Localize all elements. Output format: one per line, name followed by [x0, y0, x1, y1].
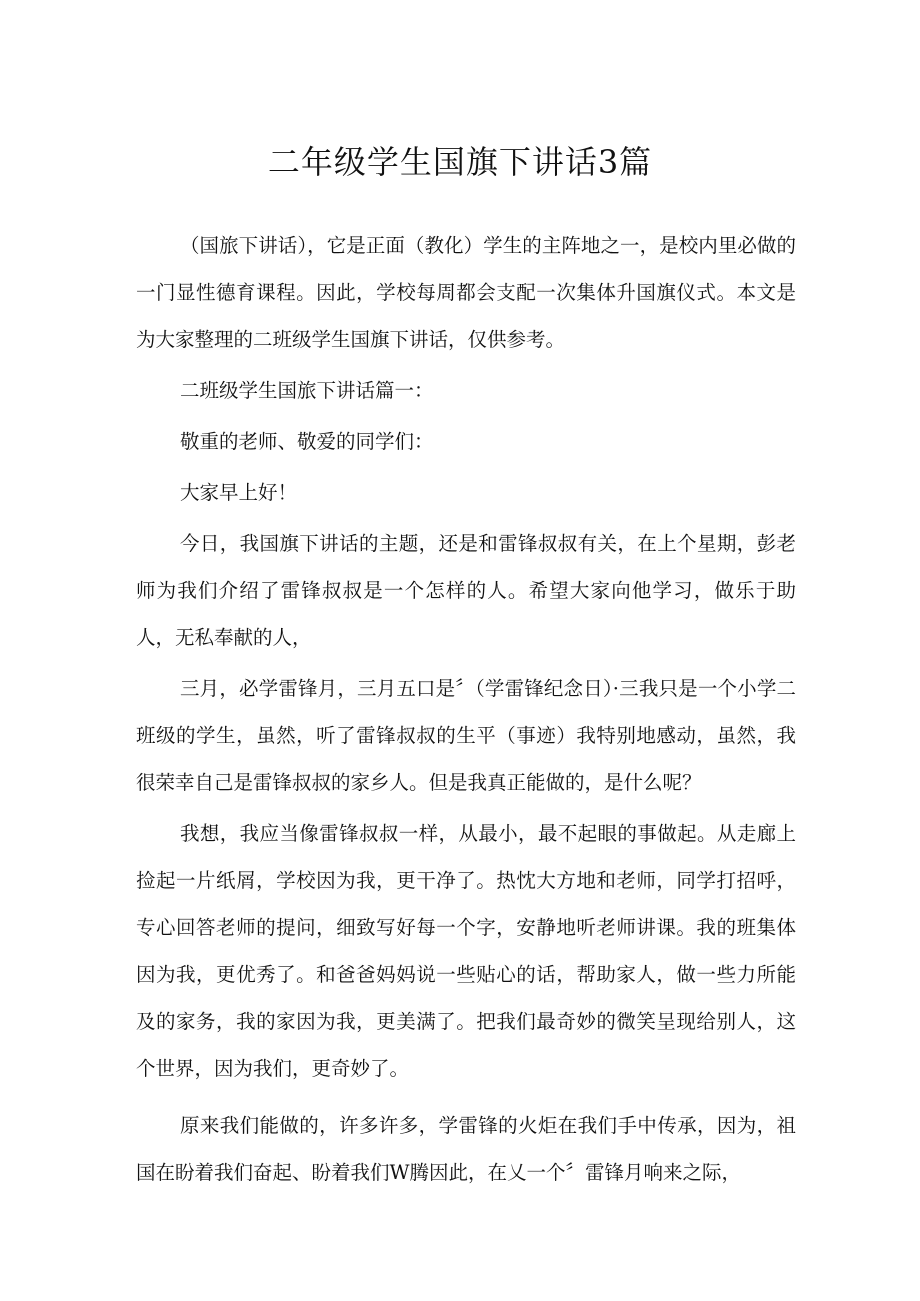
greeting: 大家早上好！	[180, 481, 298, 504]
document-body	[136, 222, 796, 1196]
body-paragraph: 今日，我国旗下讲话的主题，还是和雷锋叔叔有关，在上个星期，彭老师为我们介绍了雷锋叔叔是一个怎样的人。希望大家向他学习，做乐于助人，无私奉献的人，	[136, 532, 796, 649]
body-paragraph: 我想，我应当像雷锋叔叔一样，从最小，最不起眼的事做起。从走廊上捡起一片纸屑，学校因为我，更干净了。热忱大方地和老师，同学打招呼，专心回答老师的提问，细致写好每一个字，安静地听老师讲课。我的班集体因为我，更优秀了。和爸爸妈妈说一些贴心的话，帮助家人，做一些力所能及的家务，我的家因为我，更美满了。把我们最奇妙的微笑呈现给别人，这个世界，因为我们，更奇妙了。	[136, 822, 796, 1080]
intro-paragraph: （国旅下讲话），它是正面（教化）学生的主阵地之一，是校内里必做的一门显性德育课程。因此，学校每周都会支配一次集体升国旗仪式。本文是为大家整理的二班级学生国旗下讲话，仅供参考。	[136, 234, 796, 351]
document-title: 二年级学生国旗下讲话3篇	[267, 143, 653, 181]
salutation: 敬重的老师、敬爱的同学们：	[180, 430, 434, 453]
section-heading: 二班级学生国旅下讲话篇一：	[180, 379, 434, 402]
body-paragraph: 三月，必学雷锋月，三月五口是〞（学雷锋纪念日）·三我只是一个小学二班级的学生，虽然，听了雷锋叔叔的生平（事迹）我特别地感动，虽然，我很荣幸自己是雷锋叔叔的家乡人。但是我真正能做的，是什么呢？	[136, 677, 796, 794]
body-paragraph: 原来我们能做的，许多许多，学雷锋的火炬在我们手中传承，因为，祖国在盼着我们奋起、盼着我们W腾因此，在乂一个〞雷锋月响来之际，	[136, 1114, 796, 1184]
